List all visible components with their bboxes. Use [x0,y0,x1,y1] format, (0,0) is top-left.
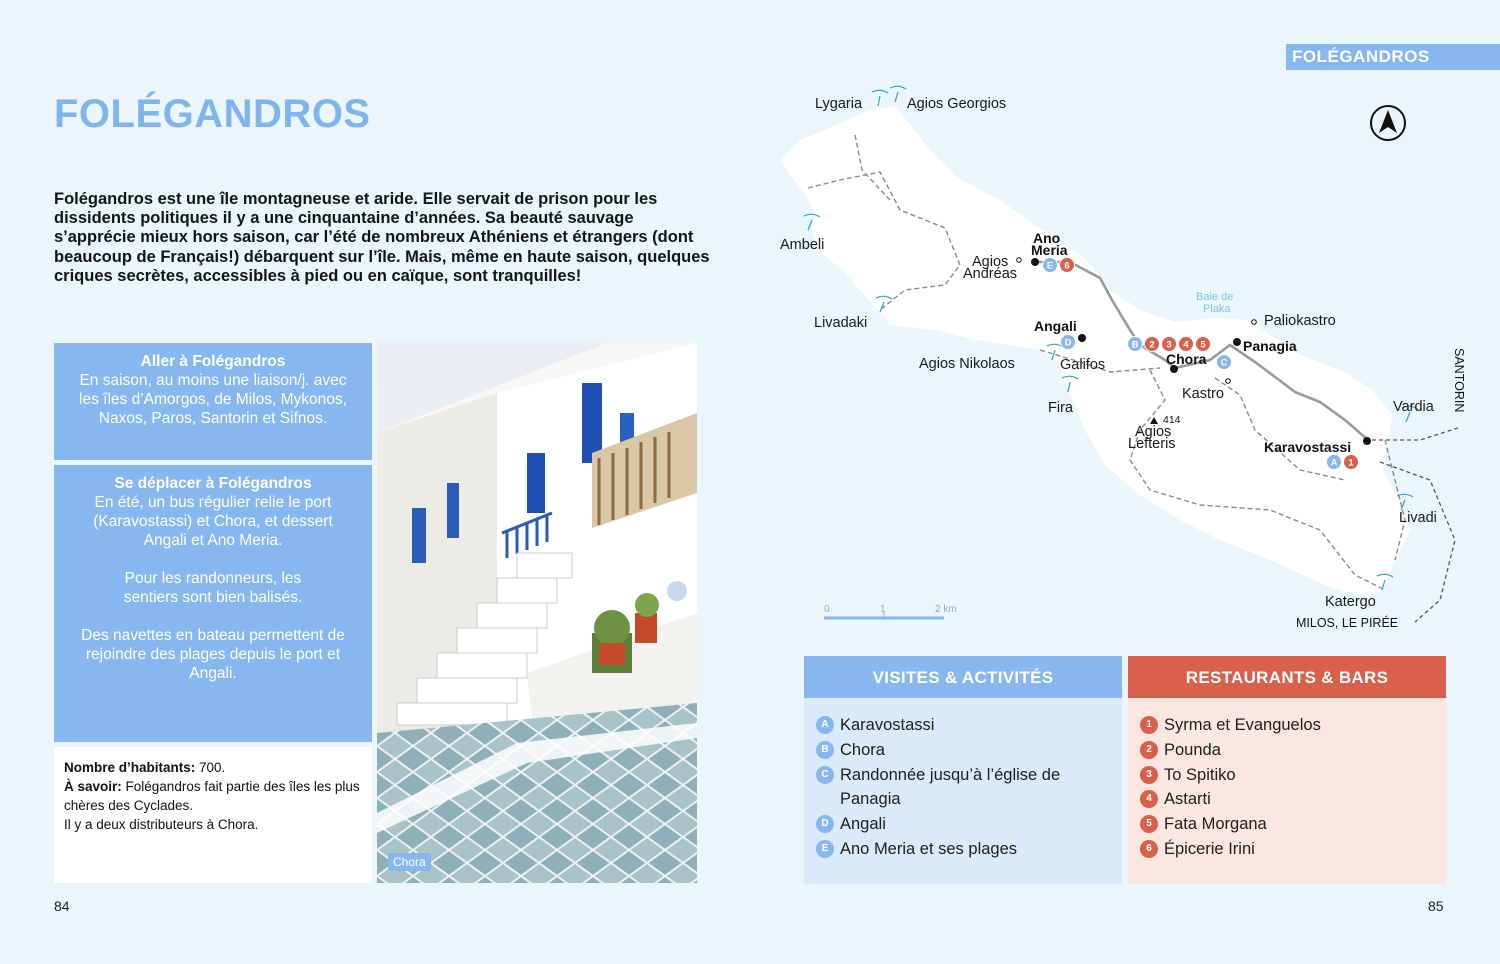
resto-item [1140,812,1446,837]
deplacer-text-3: Des navettes en bateau permettent de rejoindre des plages depuis le port et Angali. [81,627,345,682]
intro-paragraph: Folégandros est une île montagneuse et aride. Elle servait de prison pour les dissidents politiques il y a une cinquantaine d’années. Sa beauté sauvage s’apprécie mieux hors saison, car l’été de nombreux Athéniens et étrangers (dont beaucoup de Français!) débarquent sur l’île. Mais, même en haute saison, quelques criques secrètes, accessibles à pied ou en caïque, sont tranquilles! [54,190,710,285]
savoir-text: Folégandros fait partie des îles les plus chères des Cyclades. [64,779,360,813]
place-livadi: Livadi [1399,510,1437,526]
chora-street-illustration [377,343,697,883]
visites-list [804,698,1122,862]
place-karavostassi: Karavostassi [1264,439,1352,455]
resto-label: Syrma et Evanguelos [1164,716,1321,734]
place-galifos: Galifos [1060,357,1106,373]
visit-item [816,713,1122,738]
place-livadaki: Livadaki [814,315,868,331]
summit-altitude: 414 [1163,414,1181,426]
place-ano-meria-1: Ano [1033,230,1061,246]
map-marker-label: 4 [1183,339,1189,351]
visit-item [816,812,1122,837]
bay-label-1: Baie de [1196,291,1234,303]
place-kastro: Kastro [1182,386,1224,402]
visites-heading: VISITES & ACTIVITÉS [804,656,1122,698]
place-paliokastro: Paliokastro [1264,313,1336,329]
aller-heading: Aller à Folégandros [140,353,286,370]
place-chora: Chora [1166,351,1207,367]
visit-marker-icon: B [816,741,834,759]
page-number-right: 85 [1428,898,1444,914]
place-agios-lefteris-1: Agios [1135,424,1172,440]
bay-label-2: Plaka [1203,303,1231,315]
scale-0: 0 [824,604,830,615]
scale-2: 2 km [935,604,957,615]
resto-marker-icon: 4 [1140,790,1158,808]
visit-marker-icon: D [816,815,834,833]
deplacer-heading: Se déplacer à Folégandros [114,475,312,492]
resto-label: Fata Morgana [1164,815,1267,834]
place-ambeli: Ambeli [780,237,825,253]
aller-text: En saison, au moins une liaison/j. avec les îles d’Amorgos, de Milos, Mykonos, Naxos, Paros, Santorin et Sifnos. [79,372,347,427]
place-ano-meria-2: Meria [1031,242,1068,258]
resto-item [1140,763,1446,788]
island-map [770,80,1500,640]
map-marker-label: 2 [1149,339,1155,351]
map-marker-label: 3 [1166,339,1172,351]
place-agios-andreas-1: Agios [972,254,1009,270]
visit-item [816,738,1122,763]
place-katergo: Katergo [1325,594,1376,610]
visit-label: Chora [840,740,885,759]
restaurants-heading: RESTAURANTS & BARS [1128,656,1446,698]
restaurants-column [1128,656,1446,884]
resto-item [1140,787,1446,812]
deplacer-text-2: Pour les randonneurs, les sentiers sont bien balisés. [123,570,303,606]
deplacer-text-1: En été, un bus régulier relie le port (Karavostassi) et Chora, et dessert Angali et Ano Meria. [93,494,333,549]
resto-label: Pounda [1164,740,1221,759]
visit-label: Ano Meria et ses plages [840,839,1018,858]
resto-label: Astarti [1164,790,1211,809]
section-tab: FOLÉGANDROS [1286,44,1500,70]
resto-label: Épicerie Irini [1164,839,1255,858]
place-angali: Angali [1034,318,1077,334]
resto-marker-icon: 3 [1140,766,1158,784]
place-agios-georgios: Agios Georgios [907,96,1007,112]
page-title: FOLÉGANDROS [54,92,371,136]
map-marker-label: 5 [1200,339,1206,351]
map-marker-label: 6 [1064,260,1070,272]
page-number-left: 84 [54,898,70,914]
visit-item [816,837,1122,862]
visit-marker-icon: E [816,840,834,858]
map-marker-label: B [1131,339,1139,351]
map-marker-label: D [1064,337,1072,349]
visit-marker-icon: C [816,766,834,784]
place-lygaria: Lygaria [815,96,863,112]
place-vardia: Vardia [1393,399,1434,415]
savoir-label: À savoir: [64,779,122,794]
visit-label: Angali [840,815,886,834]
resto-item [1140,837,1446,862]
map-marker-label: 1 [1348,457,1354,469]
island-shape [780,106,1410,598]
place-agios-nikolaos: Agios Nikolaos [919,356,1015,372]
aller-box [54,343,372,460]
info-box [54,747,372,883]
restaurants-list [1128,698,1446,862]
map-marker-label: A [1330,457,1338,469]
resto-item [1140,738,1446,763]
resto-marker-icon: 2 [1140,741,1158,759]
resto-marker-icon: 6 [1140,840,1158,858]
ferry-milos: MILOS, LE PIRÉE [1296,616,1399,630]
scale-1: 1 [880,604,886,615]
visit-item [816,763,1122,813]
deplacer-box [54,465,372,742]
place-fira: Fira [1048,400,1073,416]
habitants-value: 700. [195,760,226,775]
habitants-label: Nombre d’habitants: [64,760,196,775]
map-marker-label: E [1046,260,1054,272]
resto-marker-icon: 1 [1140,716,1158,734]
visit-label: Karavostassi [840,716,935,734]
north-arrow-icon [1371,106,1405,140]
resto-marker-icon: 5 [1140,815,1158,833]
visit-label: Randonnée jusqu’à l’église de Panagia [840,765,1061,809]
photo-caption: Chora [388,853,431,871]
visites-column [804,656,1122,884]
island-map-svg [770,80,1500,640]
ferry-santorin: SANTORIN [1452,348,1466,413]
place-panagia: Panagia [1243,338,1297,354]
chora-photo [377,343,697,883]
resto-item [1140,713,1446,738]
distributeurs-text: Il y a deux distributeurs à Chora. [64,817,259,832]
place-agios-andreas-2: Andréas [963,266,1018,282]
resto-label: To Spitiko [1164,765,1236,784]
map-marker-label: C [1220,357,1228,369]
place-agios-lefteris-2: Lefteris [1128,436,1176,452]
visit-marker-icon: A [816,716,834,734]
